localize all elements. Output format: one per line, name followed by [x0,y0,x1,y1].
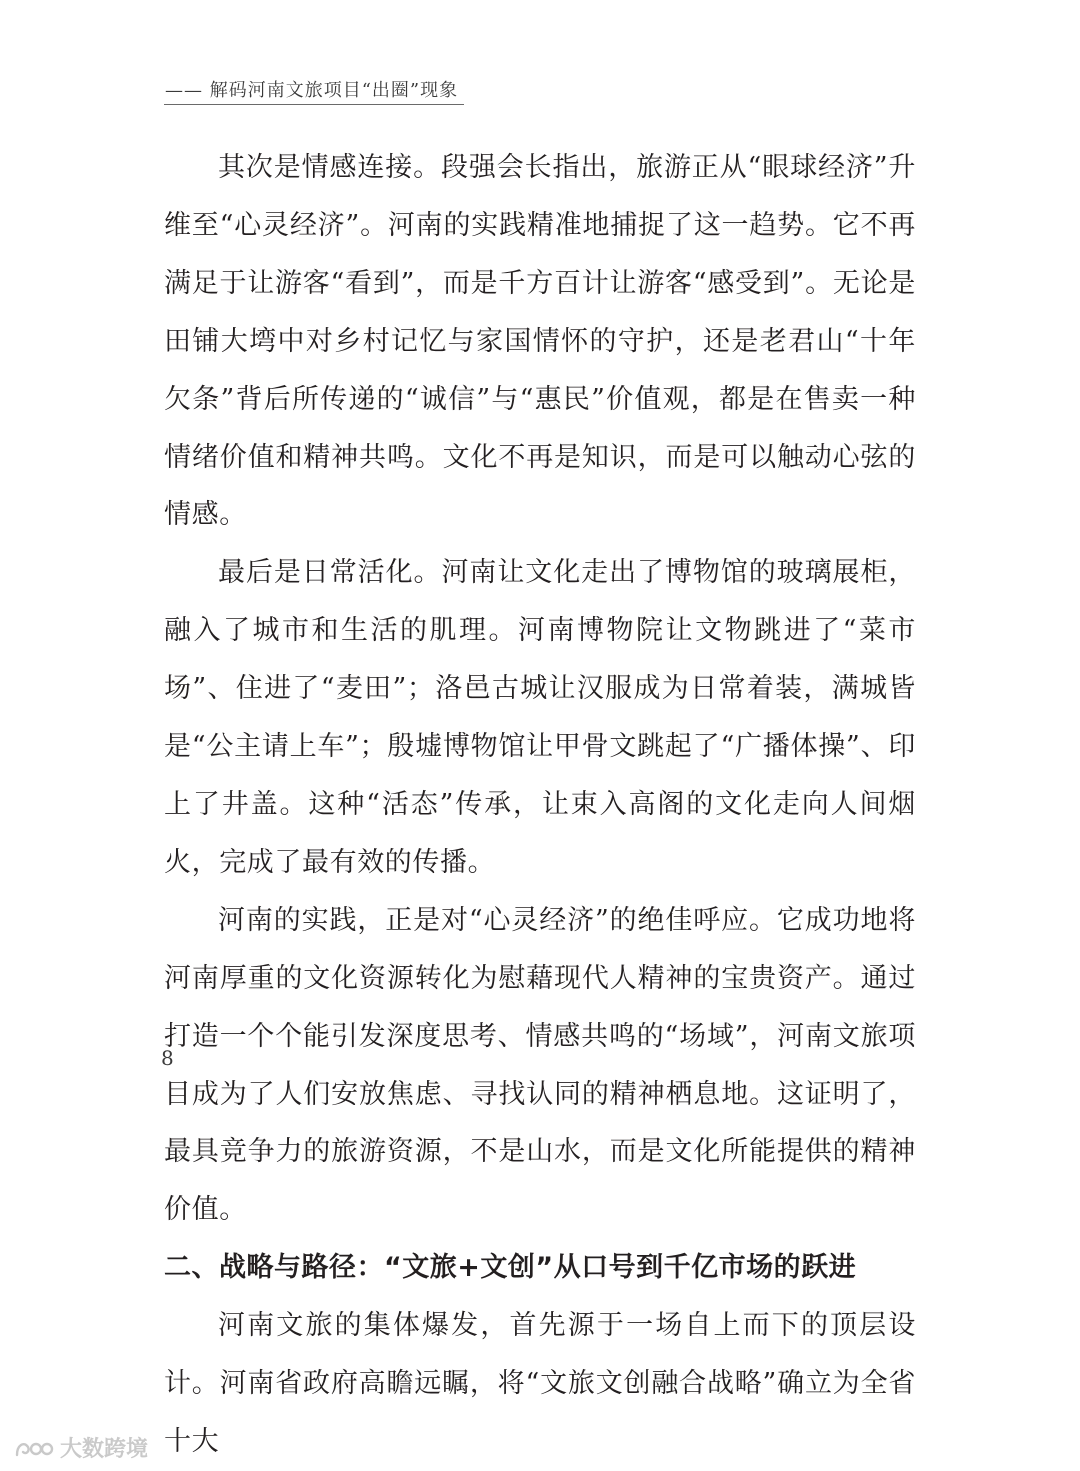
page-number: 8 [161,1046,174,1070]
section-heading: 二、战略与路径：“文旅+文创”从口号到千亿市场的跃进 [164,1252,857,1284]
running-header: —— 解码河南文旅项目“出圈”现象 [165,80,459,101]
watermark-text: 大数跨境 [60,1437,149,1462]
paragraph-daily-revitalization: 最后是日常活化。河南让文化走出了博物馆的玻璃展柜，融入了城市和生活的肌理。河南博物院让文物跳进了“菜市场”、住进了“麦田”；洛邑古城让汉服成为日常着装，满城皆是“公主请上车”；殷墟博物馆让甲骨文跳起了“广播体操”、印上了井盖。这种“活态”传承，让束入高阁的文化走向人间烟火，完成了最有效的传播。 [164,557,916,878]
paragraph-spiritual-economy: 河南的实践，正是对“心灵经济”的绝佳呼应。它成功地将河南厚重的文化资源转化为慰藉现代人精神的宝贵资产。通过打造一个个能引发深度思考、情感共鸣的“场域”，河南文旅项目成为了人们安放焦虑、寻找认同的精神栖息地。这证明了，最具竞争力的旅游资源，不是山水，而是文化所能提供的精神价值。 [164,904,916,1226]
watermark [14,1432,148,1463]
dashuju-logo-icon [14,1437,54,1459]
paragraph-emotional-connection: 其次是情感连接。段强会长指出，旅游正从“眼球经济”升维至“心灵经济”。河南的实践精准地捕捉了这一趋势。它不再满足于让游客“看到”，而是千方百计让游客“感受到”。无论是田铺大塆中对乡村记忆与家国情怀的守护，还是老君山“十年欠条”背后所传递的“诚信”与“惠民”价值观，都是在售卖一种情绪价值和精神共鸣。文化不再是知识，而是可以触动心弦的情感。 [164,152,916,531]
body-text [164,139,916,1471]
header-rule [164,104,464,105]
paragraph-top-level-design: 河南文旅的集体爆发，首先源于一场自上而下的顶层设计。河南省政府高瞻远瞩，将“文旅文创融合战略”确立为全省十大 [164,1310,916,1457]
